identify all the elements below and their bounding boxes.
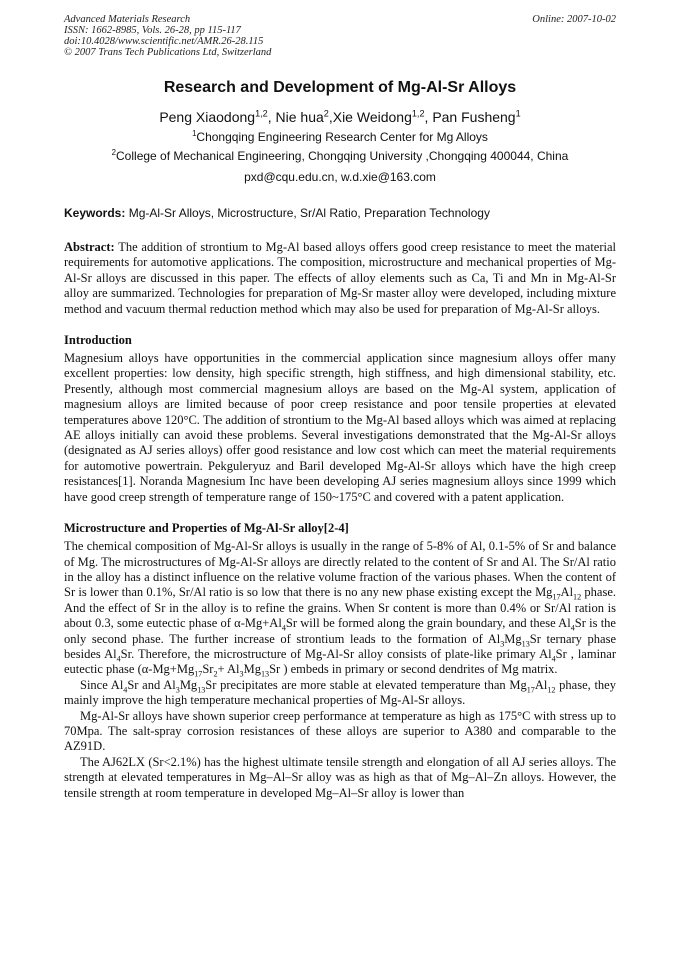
subscript: 12: [573, 592, 582, 602]
issn-line: ISSN: 1662-8985, Vols. 26-28, pp 115-117: [64, 25, 241, 36]
author-affil-mark: 1: [515, 108, 521, 119]
keywords-label: Keywords:: [64, 206, 126, 220]
subscript: 3: [500, 639, 505, 649]
text-run: + Al: [217, 662, 240, 677]
text-run: Sr is the only second phase. The further increase of strontium leads to the formation of Al: [64, 616, 616, 646]
affiliation-number: 1: [192, 129, 197, 138]
text-run: Sr ) embeds in primary or second dendrites of Mg matrix.: [269, 662, 558, 677]
abstract: [64, 240, 616, 317]
subscript: 3: [175, 685, 180, 695]
affiliation-1: [64, 129, 616, 145]
subscript: 4: [551, 654, 556, 664]
text-run: Al: [534, 677, 548, 692]
subscript: 17: [552, 592, 561, 602]
introduction-paragraph: Magnesium alloys have opportunities in the commercial application since magnesium alloys offer many excellent properties: low density, high specific strength, high stiffness, and high dimensional stability, etc. Presently, although most commercial magnesium alloys are based on the Mg-Al system, application of magnesium alloys are limited because of poor creep resistance and poor tensile properties at elevated temperatures above 120°C. The addition of strontium to the Mg-Al based alloys which was aimed at replacing AE alloys initially can avoid these problems. Several investigations demonstrated that the Mg-Al-Sr alloys (designated as AJ series alloys) offer good resistance and low cost which can meet the material requirements for automotive powertrain. Pekguleryuz and Baril developed Mg-Al-Sr alloys which have the high creep resistances[1]. Noranda Magnesium Inc have been developing AJ series magnesium alloys since 1999 which have good creep strength of temperature range of 150~175°C and covered with a patent application.: [64, 351, 616, 504]
affiliation-2: [64, 148, 616, 164]
subscript: 4: [570, 623, 575, 633]
subscript: 4: [123, 685, 128, 695]
journal-name: Advanced Materials Research: [64, 14, 191, 25]
subscript: 17: [526, 685, 535, 695]
subscript: 17: [194, 669, 203, 679]
text-run: Al: [560, 585, 574, 600]
author-name: Pan Fusheng: [432, 109, 516, 125]
author-name: Peng Xiaodong: [159, 109, 256, 125]
text-run: Mg: [504, 631, 522, 646]
text-run: Sr precipitates are more stable at elevated temperature than Mg: [205, 677, 527, 692]
microstructure-paragraph-4: The AJ62LX (Sr<2.1%) has the highest ultimate tensile strength and elongation of all AJ series alloys. The strength at elevated temperatures in Mg–Al–Sr alloy was as high as that of Mg–Al–Zn alloys. However, the tensile strength at room temperature in developed Mg–Al–Sr alloy is lower than: [64, 754, 616, 800]
subscript: 13: [260, 669, 270, 679]
introduction-heading: Introduction: [64, 333, 132, 348]
text-run: Sr. Therefore, the microstructure of Mg-Al-Sr alloy consists of plate-like primary Al: [120, 646, 552, 661]
text-run: Sr , laminar eutectic phase (α-Mg+Mg: [64, 646, 617, 677]
author-affil-mark: 2: [323, 108, 329, 119]
paper-title: Research and Development of Mg-Al-Sr Alloys: [163, 79, 517, 96]
text-run: Sr ternary phase besides Al: [64, 631, 616, 661]
text-run: Sr: [202, 662, 214, 677]
keywords-text: Mg-Al-Sr Alloys, Microstructure, Sr/Al Ratio, Preparation Technology: [125, 206, 490, 220]
affiliation-text: Chongqing Engineering Research Center for Mg Alloys: [196, 130, 488, 144]
subscript: 12: [547, 685, 556, 695]
subscript: 2: [213, 669, 218, 679]
author-list: [64, 108, 616, 126]
author-name: Nie hua: [275, 109, 324, 125]
keywords: [64, 205, 616, 221]
abstract-text: The addition of strontium to Mg-Al based alloys offers good creep resistance to meet the material requirements for automotive applications. The composition, microstructure and mechanical properties of Mg-Al-Sr alloys are discussed in this paper. The effects of alloy elements such as Ca, Ti and Mn in Mg-Al-Sr alloy are summarized. Technologies for preparation of Mg-Sr master alloy were developed, including mixture method and vacuum thermal reduction method which may also be used for preparation of Mg-Al-Sr alloys.: [64, 240, 616, 316]
text-run: Mg: [179, 677, 198, 692]
author-separator: ,: [328, 109, 333, 125]
journal-header: [64, 14, 616, 58]
author-separator: ,: [424, 109, 433, 125]
subscript: 13: [521, 639, 530, 649]
subscript: 4: [281, 623, 286, 633]
online-date: Online: 2007-10-02: [532, 14, 616, 25]
text-run: phase, they mainly improve the high temperature mechanical properties of Mg-Al-Sr alloys.: [64, 677, 616, 708]
subscript: 3: [239, 669, 244, 679]
author-separator: ,: [267, 109, 276, 125]
affiliation-text: College of Mechanical Engineering, Chongqing University ,Chongqing 400044, China: [116, 149, 569, 163]
affiliation-number: 2: [111, 148, 117, 157]
text-run: Mg: [243, 662, 261, 677]
text-run: Since Al: [80, 677, 124, 692]
copyright-line: © 2007 Trans Tech Publications Ltd, Switzerland: [64, 47, 272, 58]
author-affil-mark: 1,2: [255, 108, 268, 119]
text-run: The chemical composition of Mg-Al-Sr alloys is usually in the range of 5-8% of Al, 0.1-5% of Sr and balance of Mg. The microstructures of Mg-Al-Sr alloys are directly related to the content of Sr and Al. The Sr/Al ratio in the alloy has a distinct influence on the relative volume fraction of the various phases. When the content of Sr is lower than 0.1%, Sr/Al ratio is so low that there is no any new phase existing except the Mg: [64, 539, 616, 600]
text-run: Sr and Al: [127, 677, 176, 692]
doi-line: doi:10.4028/www.scientific.net/AMR.26-28.115: [64, 36, 264, 47]
author-name: Xie Weidong: [332, 109, 412, 125]
text-run: phase. And the effect of Sr in the alloy is to refine the grains. When Sr content is more than 0.4% or Sr/Al ration is about 0.3, some eutectic phase of α-Mg+Al: [64, 585, 616, 631]
text-run: Sr will be formed along the grain boundary, and these Al: [285, 616, 571, 631]
microstructure-paragraph-2: [64, 678, 616, 709]
microstructure-heading: Microstructure and Properties of Mg-Al-Sr alloy[2-4]: [64, 521, 349, 536]
author-affil-mark: 1,2: [411, 108, 425, 119]
subscript: 4: [116, 654, 121, 664]
abstract-label: Abstract:: [64, 240, 115, 254]
microstructure-paragraph-1: [64, 539, 616, 678]
microstructure-paragraph-3: Mg-Al-Sr alloys have shown superior creep performance at temperature as high as 175°C with stress up to 70Mpa. The salt-spray corrosion resistances of these alloys are superior to A380 and comparable to the AZ91D.: [64, 708, 616, 754]
subscript: 13: [197, 685, 206, 695]
author-emails: pxd@cqu.edu.cn, w.d.xie@163.com: [244, 170, 436, 184]
